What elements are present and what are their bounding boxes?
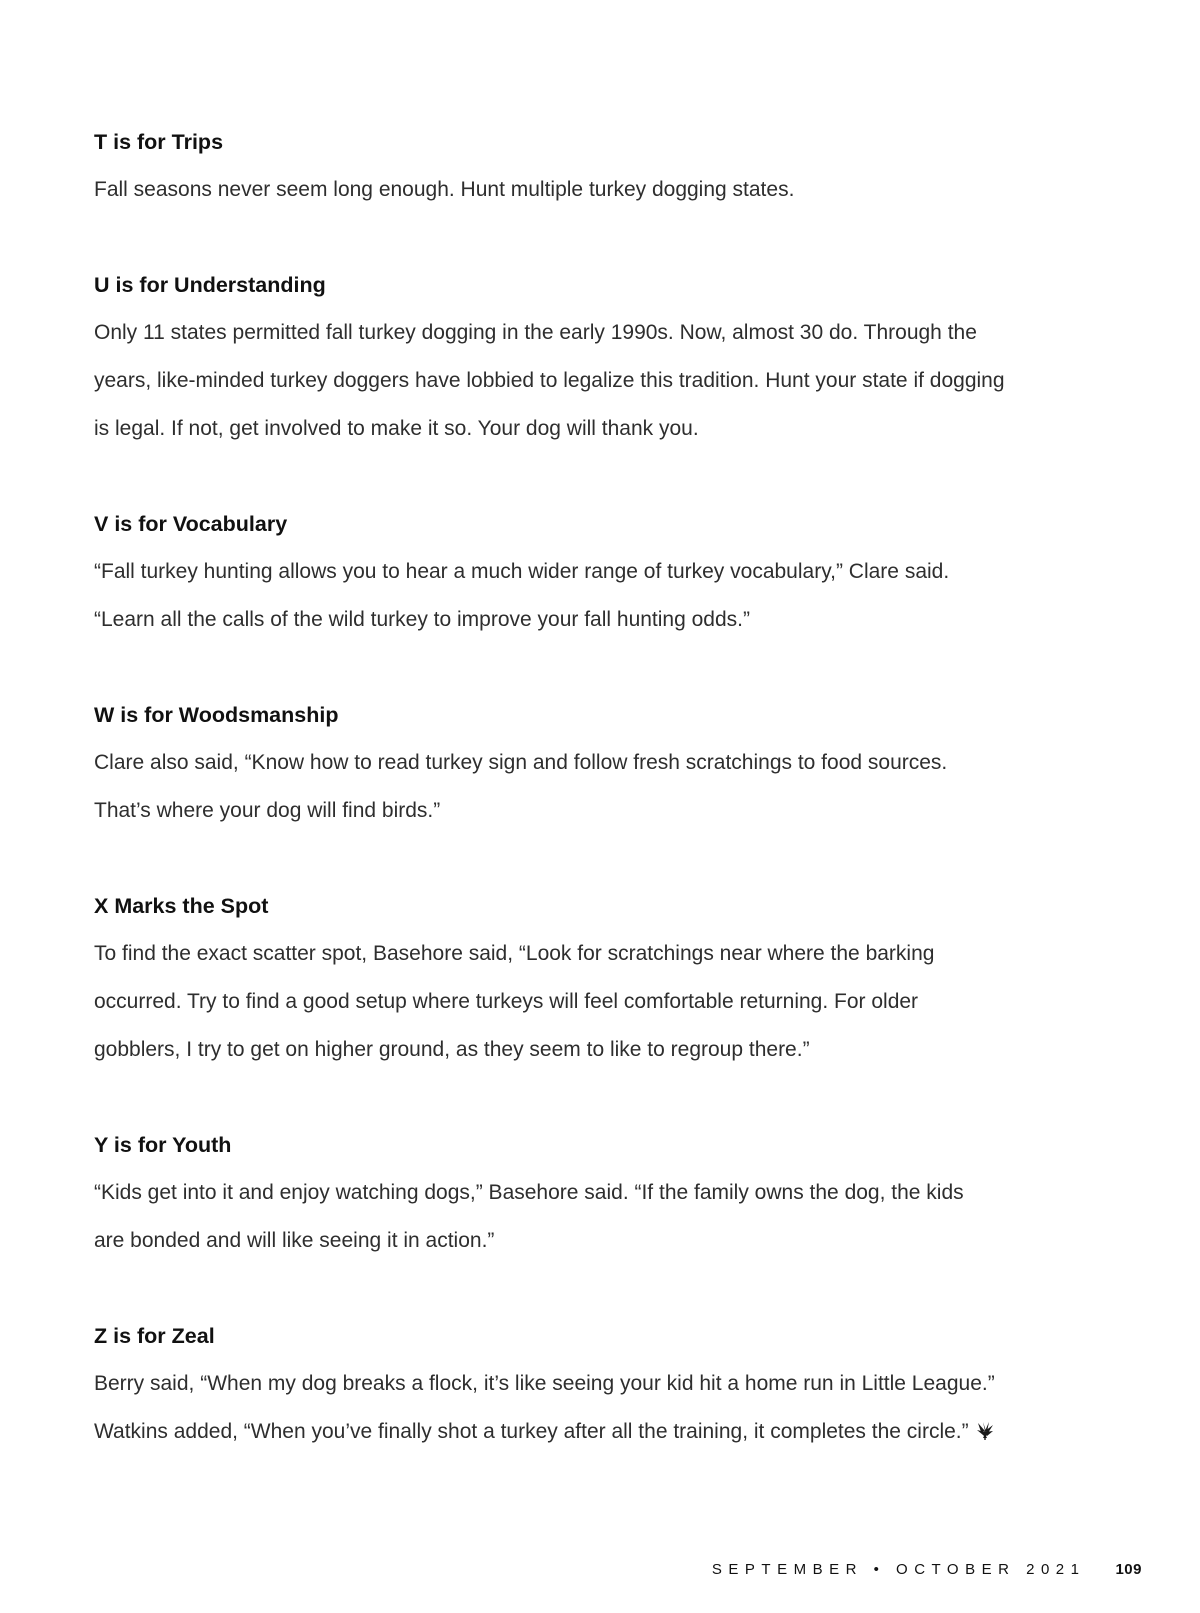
section-heading: X Marks the Spot [94, 894, 269, 918]
body-line: years, like-minded turkey doggers have lobbied to legalize this tradition. Hunt your state if dogging [94, 369, 1005, 392]
body-line: occurred. Try to find a good setup where turkeys will feel comfortable returning. For older [94, 990, 919, 1013]
body-line: To find the exact scatter spot, Basehore said, “Look for scratchings near where the barking [94, 942, 935, 965]
body-line: is legal. If not, get involved to make it so. Your dog will thank you. [94, 417, 699, 440]
section-understanding [94, 261, 1134, 453]
body-line: Clare also said, “Know how to read turkey sign and follow fresh scratchings to food sources. [94, 751, 948, 774]
body-line: “Fall turkey hunting allows you to hear a much wider range of turkey vocabulary,” Clare said. [94, 560, 950, 583]
page-number: 109 [1115, 1561, 1142, 1578]
section-woodsmanship [94, 691, 1134, 835]
section-zeal [94, 1312, 1134, 1456]
section-heading: W is for Woodsmanship [94, 703, 339, 727]
section-heading: U is for Understanding [94, 273, 326, 297]
body-line: Only 11 states permitted fall turkey dogging in the early 1990s. Now, almost 30 do. Through the [94, 321, 977, 344]
section-x-marks-the-spot [94, 882, 1134, 1074]
section-trips [94, 118, 1134, 214]
section-youth [94, 1121, 1134, 1265]
body-line: “Learn all the calls of the wild turkey to improve your fall hunting odds.” [94, 608, 750, 631]
section-heading: T is for Trips [94, 130, 224, 154]
body-line: That’s where your dog will find birds.” [94, 799, 441, 822]
body-line: Berry said, “When my dog breaks a flock, it’s like seeing your kid hit a home run in Little League.” [94, 1372, 995, 1395]
section-heading: V is for Vocabulary [94, 512, 288, 536]
body-line-last [94, 1408, 1134, 1456]
section-heading: Z is for Zeal [94, 1324, 215, 1348]
section-vocabulary [94, 500, 1134, 644]
body-line: are bonded and will like seeing it in action.” [94, 1229, 495, 1252]
section-heading: Y is for Youth [94, 1133, 232, 1157]
article-content [94, 118, 1134, 1503]
body-line: “Kids get into it and enjoy watching dogs,” Basehore said. “If the family owns the dog, the kids [94, 1181, 964, 1204]
issue-date: SEPTEMBER • OCTOBER 2021 [711, 1561, 1086, 1578]
body-line-text: Watkins added, “When you’ve finally shot a turkey after all the training, it completes the circle.” [94, 1420, 969, 1443]
page-footer [0, 1560, 1142, 1580]
turkey-end-mark-icon [975, 1411, 995, 1431]
body-line: gobblers, I try to get on higher ground, as they seem to like to regroup there.” [94, 1038, 810, 1061]
body-line: Fall seasons never seem long enough. Hunt multiple turkey dogging states. [94, 178, 795, 201]
